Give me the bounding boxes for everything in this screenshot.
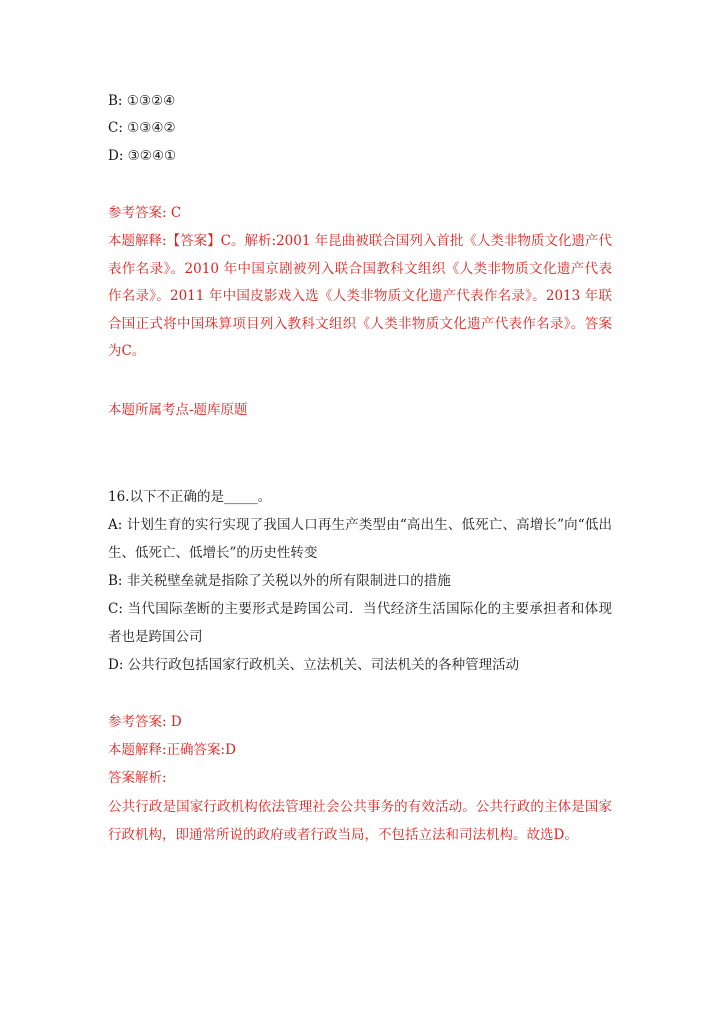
explanation-prev: 本题解释:【答案】C。解析:2001 年昆曲被联合国列入首批《人类非物质文化遗产代表作名录》。2010 年中国京剧被列入联合国教科文组织《人类非物质文化遗产代表作名录》。2011 年中国皮影戏入选《人类非物质文化遗产代表作名录》。2013 年联合国正式将中国珠算项目列入教科文组织《人类非物质文化遗产代表作名录》。答案为C。 xyxy=(108,233,612,359)
question-stem: 16.以下不正确的是_____。 xyxy=(108,489,272,505)
option-a: A: 计划生育的实行实现了我国人口再生产类型由“高出生、低死亡、高增长”向“低出生、低死亡、低增长”的历史性转变 xyxy=(108,517,612,561)
option-c: C: 当代国际垄断的主要形式是跨国公司．当代经济生活国际化的主要承担者和体现者也是跨国公司 xyxy=(108,601,612,645)
analysis-text: 公共行政是国家行政机构依法管理社会公共事务的有效活动。公共行政的主体是国家行政机构，即通常所说的政府或者行政当局，不包括立法和司法机构。故选D。 xyxy=(108,799,612,843)
option-c-prev: C: ①③④② xyxy=(108,120,176,136)
option-b: B: 非关税壁垒就是指除了关税以外的所有限制进口的措施 xyxy=(108,573,451,589)
option-d: D: 公共行政包括国家行政机关、立法机关、司法机关的各种管理活动 xyxy=(108,657,520,673)
option-b-prev: B: ①③②④ xyxy=(108,93,176,109)
answer-prev: 参考答案: C xyxy=(108,205,182,221)
explanation-title: 本题解释:正确答案:D xyxy=(108,742,236,758)
topic-label: 本题所属考点-题库原题 xyxy=(108,402,248,418)
analysis-label: 答案解析: xyxy=(108,770,167,786)
answer: 参考答案: D xyxy=(108,714,182,730)
option-d-prev: D: ③②④① xyxy=(108,148,177,164)
